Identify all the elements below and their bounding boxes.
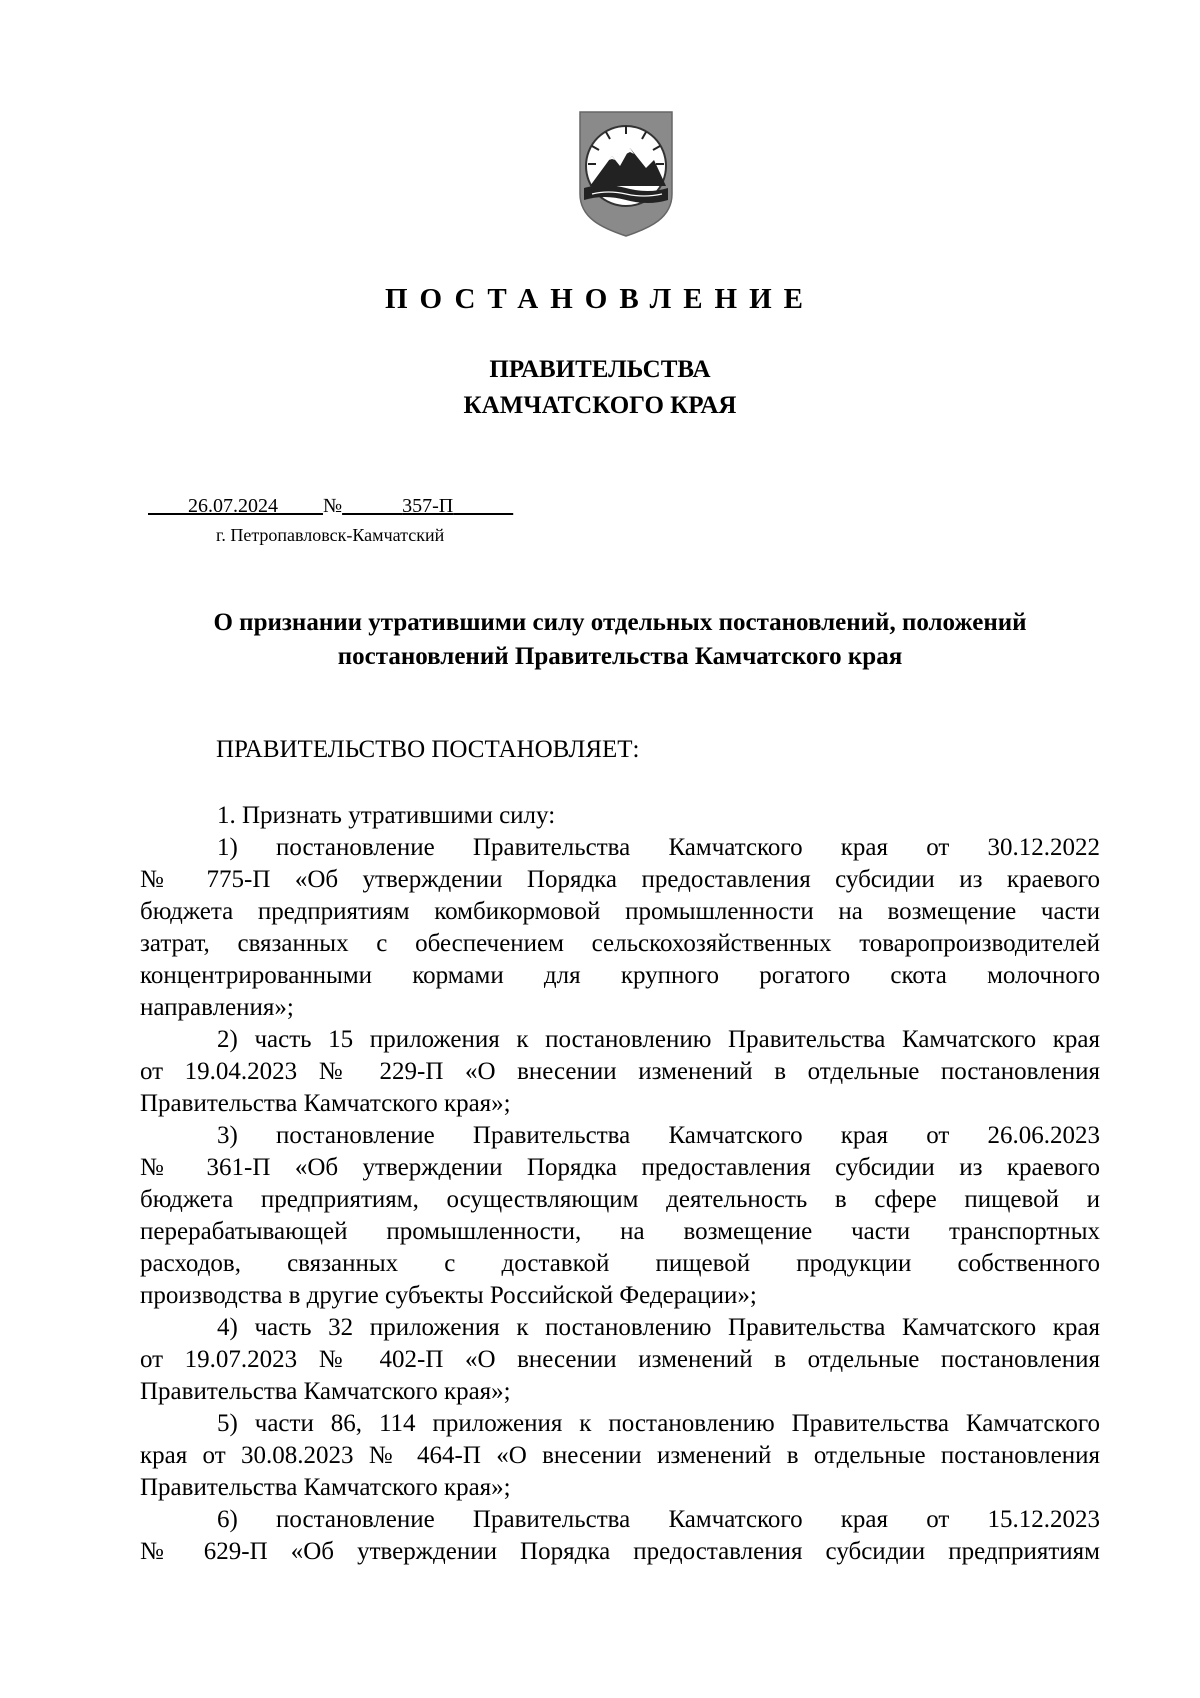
- document-type: ПОСТАНОВЛЕНИЕ: [384, 283, 815, 315]
- body-line: бюджета предприятиям комбикормовой промышленности на возмещение части: [140, 898, 1100, 925]
- resolution-heading: ПРАВИТЕЛЬСТВО ПОСТАНОВЛЯЕТ:: [216, 736, 640, 763]
- body-line: концентрированными кормами для крупного рогатого скота молочного: [140, 962, 1100, 989]
- body-line: производства в другие субъекты Российской Федерации»;: [140, 1282, 757, 1309]
- body-line: Правительства Камчатского края»;: [140, 1474, 511, 1501]
- issuer-line-2: КАМЧАТСКОГО КРАЯ: [463, 392, 737, 419]
- body-line: 1) постановление Правительства Камчатского края от 30.12.2022: [217, 834, 1100, 861]
- body-line: затрат, связанных с обеспечением сельскохозяйственных товаропроизводителей: [140, 930, 1100, 957]
- body-line: 2) часть 15 приложения к постановлению Правительства Камчатского края: [217, 1026, 1100, 1053]
- body-line: Правительства Камчатского края»;: [140, 1090, 511, 1117]
- place-of-issue: г. Петропавловск-Камчатский: [216, 525, 445, 545]
- number-underline-prefix: [342, 495, 402, 517]
- document-body: [140, 800, 1100, 1568]
- subject-line-1: О признании утратившими силу отдельных постановлений, положений: [213, 609, 1027, 636]
- body-line: 1. Признать утратившими силу:: [217, 802, 556, 829]
- body-line: № 361-П «Об утверждении Порядка предоставления субсидии из краевого: [140, 1154, 1100, 1181]
- document-subject: [140, 606, 1100, 674]
- date-underline-prefix: [148, 495, 188, 517]
- issuer: [0, 352, 1200, 424]
- body-line: перерабатывающей промышленности, на возмещение части транспортных: [140, 1218, 1100, 1245]
- body-line: № 629-П «Об утверждении Порядка предоставления субсидии предприятиям: [140, 1538, 1100, 1565]
- body-line: № 775-П «Об утверждении Порядка предоставления субсидии из краевого: [140, 866, 1100, 893]
- body-line: 4) часть 32 приложения к постановлению Правительства Камчатского края: [217, 1314, 1100, 1341]
- body-line: от 19.07.2023 № 402-П «О внесении изменений в отдельные постановления: [140, 1346, 1100, 1373]
- body-line: от 19.04.2023 № 229-П «О внесении изменений в отдельные постановления: [140, 1058, 1100, 1085]
- number-underline-suffix: [453, 495, 513, 517]
- document-number: 357-П: [402, 495, 454, 517]
- body-line: края от 30.08.2023 № 464-П «О внесении изменений в отдельные постановления: [140, 1442, 1100, 1469]
- body-line: бюджета предприятиям, осуществляющим деятельность в сфере пищевой и: [140, 1186, 1100, 1213]
- body-line: 6) постановление Правительства Камчатского края от 15.12.2023: [217, 1506, 1100, 1533]
- body-line: расходов, связанных с доставкой пищевой продукции собственного: [140, 1250, 1100, 1277]
- body-line: направления»;: [140, 994, 294, 1021]
- body-line: Правительства Камчатского края»;: [140, 1378, 511, 1405]
- date-number-line: [148, 494, 513, 518]
- number-sign: №: [323, 495, 343, 517]
- body-line: 5) части 86, 114 приложения к постановлению Правительства Камчатского: [217, 1410, 1100, 1437]
- subject-line-2: постановлений Правительства Камчатского края: [337, 643, 903, 670]
- issuer-line-1: ПРАВИТЕЛЬСТВА: [489, 356, 711, 383]
- date-underline-suffix: [278, 495, 323, 517]
- document-date: 26.07.2024: [188, 495, 278, 517]
- body-line: 3) постановление Правительства Камчатского края от 26.06.2023: [217, 1122, 1100, 1149]
- kamchatka-coat-of-arms-icon: [574, 108, 678, 240]
